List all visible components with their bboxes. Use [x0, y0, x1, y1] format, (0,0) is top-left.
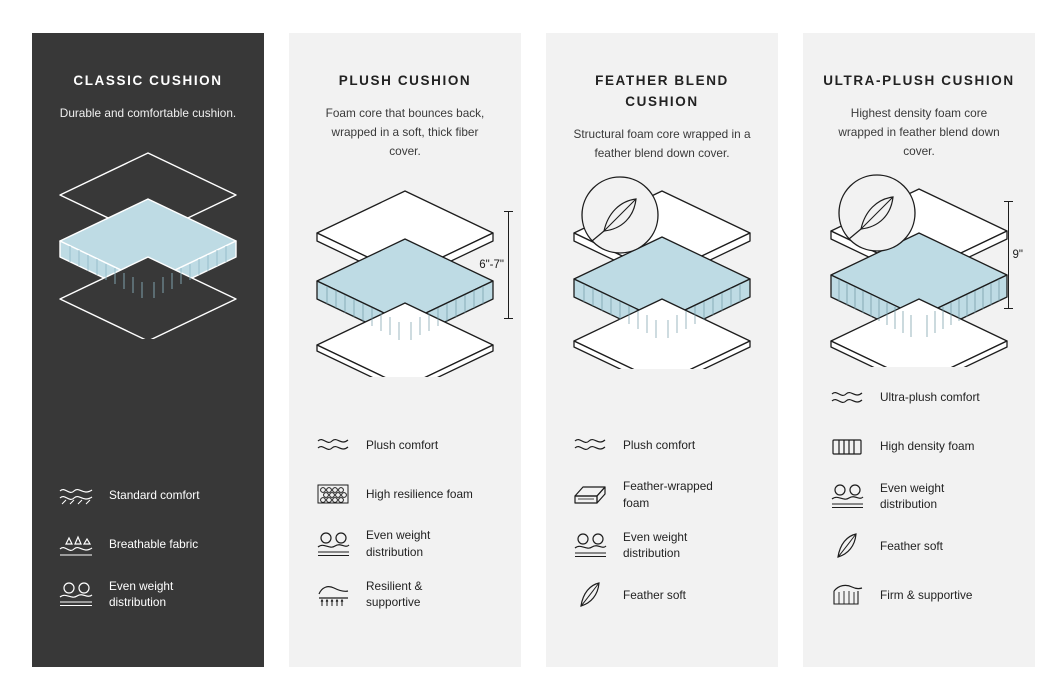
feature-label: Resilient & supportive: [366, 578, 423, 610]
feature-label: Feather-wrapped foam: [623, 479, 713, 510]
feature-label: Even weight distribution: [366, 528, 431, 559]
wave-lines-icon: [313, 429, 353, 461]
card-plush-cushion: [289, 33, 521, 667]
feather-icon: [827, 530, 867, 562]
feature-list: [307, 429, 503, 611]
wave-lines-icon: [570, 429, 610, 461]
wave-lines-icon: [56, 480, 96, 512]
cushion-illustration-classic: [50, 139, 246, 339]
feature-label: Plush comfort: [366, 437, 439, 452]
card-description: Foam core that bounces back, wrapped in a soft, thick fiber cover.: [325, 105, 485, 159]
feature-item: [56, 578, 246, 612]
feature-item: [827, 382, 1017, 414]
even-weight-distribution-icon: [313, 528, 353, 560]
feature-list: [821, 382, 1017, 612]
leaf-badge-icon: [582, 177, 658, 253]
cushion-illustration-plush: [307, 177, 503, 377]
dimension-callout: [479, 211, 509, 319]
feature-item: [313, 527, 503, 561]
exploded-layers-diagram: [564, 169, 760, 369]
feature-item: [570, 478, 760, 512]
dimension-bar: [1008, 201, 1009, 309]
feature-label: Plush comfort: [623, 437, 696, 452]
feature-item: [570, 429, 760, 461]
dimension-callout: [1008, 201, 1023, 309]
exploded-layers-diagram: [821, 167, 1017, 367]
even-weight-distribution-icon: [570, 529, 610, 561]
feature-label: High resilience foam: [366, 486, 473, 501]
feature-list: [564, 429, 760, 611]
even-weight-distribution-icon: [827, 480, 867, 512]
cushion-illustration-ultra-plush: [821, 167, 1023, 367]
feather-wrapped-foam-icon: [570, 479, 610, 511]
high-density-foam-icon: [827, 431, 867, 463]
feature-list: [50, 480, 246, 612]
feature-item: [827, 579, 1017, 611]
card-title: PLUSH CUSHION: [338, 73, 472, 88]
resilient-support-icon: [313, 578, 353, 610]
feature-item: [56, 529, 246, 561]
dimension-label: 9": [1012, 249, 1023, 262]
card-description: Structural foam core wrapped in a feather blend down cover.: [573, 126, 751, 160]
exploded-layers-diagram: [50, 139, 246, 339]
feature-item: [827, 431, 1017, 463]
honeycomb-foam-icon: [313, 478, 353, 510]
feature-label: Feather soft: [623, 587, 686, 602]
feature-item: [313, 478, 503, 510]
card-description: Highest density foam core wrapped in feather blend down cover.: [838, 105, 1000, 159]
card-description: Durable and comfortable cushion.: [59, 105, 237, 120]
firm-support-icon: [827, 579, 867, 611]
cushion-illustration-feather-blend: [564, 169, 760, 369]
feature-item: [313, 578, 503, 612]
breathable-fabric-icon: [56, 529, 96, 561]
card-feather-blend-cushion: [546, 33, 778, 667]
dimension-label: 6"-7": [479, 259, 504, 272]
feature-label: High density foam: [880, 439, 975, 454]
feature-item: [827, 530, 1017, 562]
feature-label: Breathable fabric: [109, 537, 199, 552]
feature-item: [570, 529, 760, 563]
card-classic-cushion: [32, 33, 264, 667]
dimension-bar: [508, 211, 509, 319]
feature-label: Even weight distribution: [623, 529, 688, 561]
feather-icon: [570, 579, 610, 611]
feature-item: [313, 429, 503, 461]
card-title: ULTRA-PLUSH CUSHION: [823, 73, 1015, 88]
feature-label: Feather soft: [880, 538, 943, 553]
exploded-layers-diagram: [307, 177, 503, 377]
even-weight-distribution-icon: [56, 578, 96, 610]
feature-label: Even weight distribution: [880, 480, 945, 512]
feature-label: Even weight distribution: [109, 578, 174, 610]
feature-item: [827, 480, 1017, 514]
wave-lines-icon: [827, 382, 867, 414]
card-title: FEATHER BLEND CUSHION: [595, 73, 729, 109]
feature-item: [56, 480, 246, 512]
feature-item: [570, 579, 760, 611]
leaf-badge-icon: [839, 175, 915, 251]
card-ultra-plush-cushion: [803, 33, 1035, 667]
card-title: CLASSIC CUSHION: [73, 73, 223, 88]
feature-label: Standard comfort: [109, 488, 200, 503]
feature-label: Firm & supportive: [880, 587, 973, 602]
feature-label: Ultra-plush comfort: [880, 390, 980, 405]
